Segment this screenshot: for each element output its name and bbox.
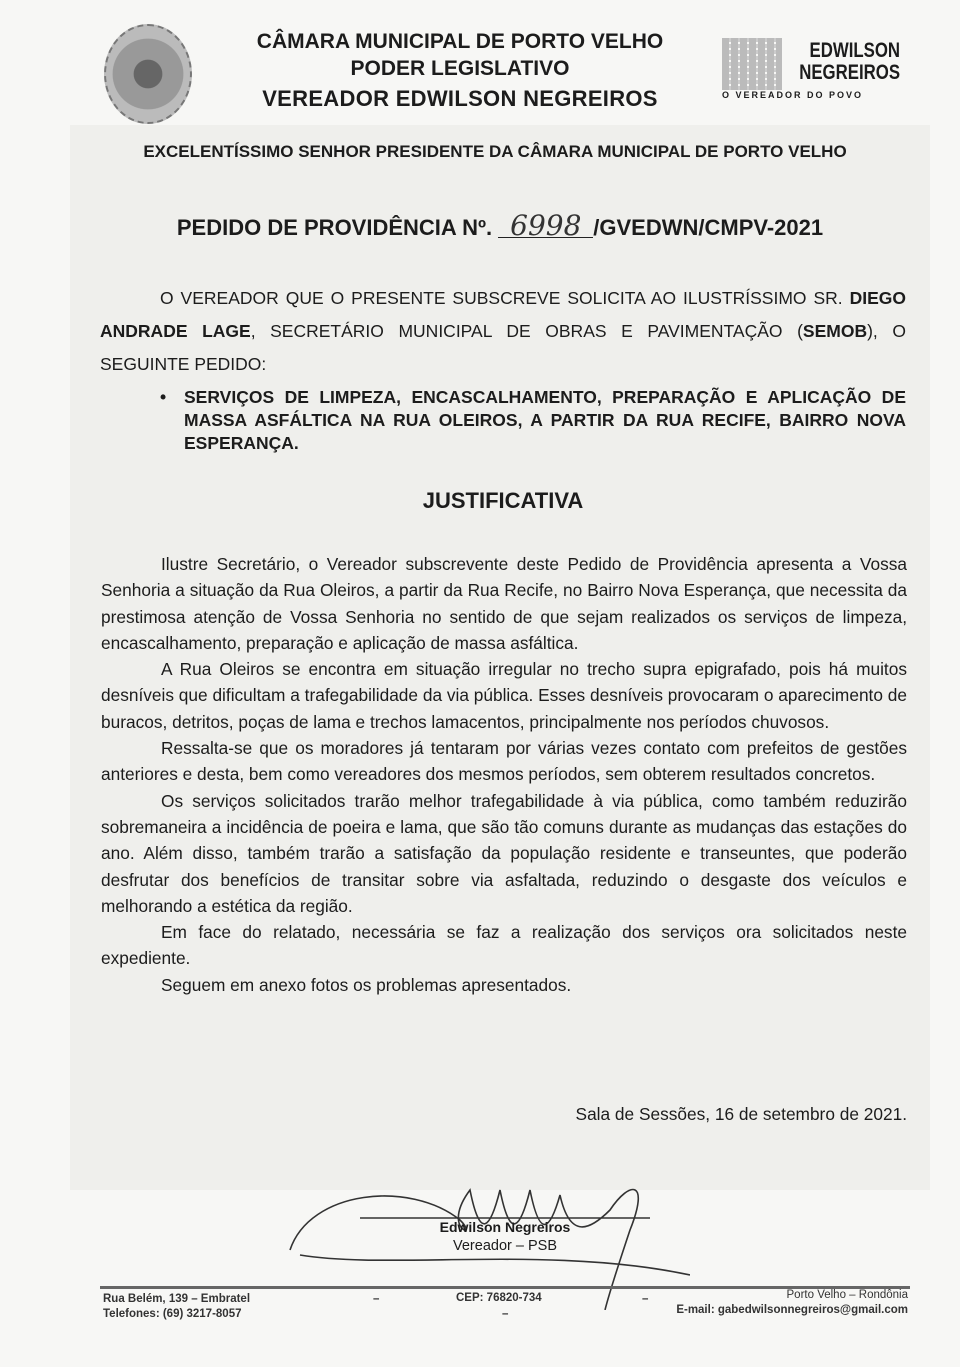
footer-separator: – [642,1293,649,1305]
justification-heading: JUSTIFICATIVA [422,488,584,513]
brand-bars-graphic [722,38,782,90]
date-line: Sala de Sessões, 16 de setembro de 2021. [575,1104,907,1124]
header-institution: CÂMARA MUNICIPAL DE PORTO VELHO [256,30,664,53]
header-councilman: VEREADOR EDWILSON NEGREIROS [262,86,658,111]
brand-slogan: O VEREADOR DO POVO [722,90,864,100]
footer-city: Porto Velho – Rondônia [786,1289,908,1301]
paragraph: Os serviços solicitados trarão melhor trafegabilidade à via pública, como também reduzirão sobremaneira a incidência de poeira e lama, que são tão comuns durante as mudanças das estações do ano. Além disso, também trarão a satisfação da população residente e transeuntes, que poderão desfrutar dos benefícios de transitar sobre via asfaltada, reduzindo o desgaste dos veículos e melhorando a estética da região. [101,790,907,916]
brand-logo [722,38,902,108]
paragraph: A Rua Oleiros se encontra em situação irregular no trecho supra epigrafado, pois há muitos desníveis que dificultam a trafegabilidade da via pública. Esses desníveis provocaram o aparecimento de buracos, detritos, poças de lama e trechos lamacentos, principalmente nos períodos chuvosos. [101,659,907,732]
addressee: EXCELENTÍSSIMO SENHOR PRESIDENTE DA CÂMARA MUNICIPAL DE PORTO VELHO [143,142,847,161]
signer-role: Vereador – PSB [453,1238,557,1254]
paragraph: Seguem em anexo fotos os problemas apresentados. [161,974,572,995]
municipal-seal-logo [104,24,192,124]
justification-body [101,551,907,998]
paragraph: Em face do relatado, necessária se faz a realização dos serviços ora solicitados neste expediente. [101,922,907,969]
footer-phone: Telefones: (69) 3217-8057 [103,1308,242,1320]
document-title: PEDIDO DE PROVIDÊNCIA Nº. 6998 /GVEDWN/CMPV-2021 [176,209,824,242]
handwritten-number: 6998 [498,215,593,238]
paragraph: Ilustre Secretário, o Vereador subscrevente deste Pedido de Providência apresenta a Vossa Senhoria a situação da Rua Oleiros, a partir da Rua Recife, no Bairro Nova Esperança, que necessita da prestimosa atenção de Vossa Senhoria no sentido de que sejam realizados os serviços de limpeza, encascalhamento, preparação e aplicação de massa asfáltica. [101,554,907,653]
brand-name: EDWILSON NEGREIROS [799,39,900,84]
footer-address: Rua Belém, 139 – Embratel [103,1293,251,1305]
footer-cep: CEP: 76820-734 [456,1292,542,1304]
paragraph: Ressalta-se que os moradores já tentaram por várias vezes contato com prefeitos de gestões anteriores e desta, bem como vereadores dos mesmos períodos, sem obterem resultados concretos. [101,738,907,785]
intro-paragraph: O VEREADOR QUE O PRESENTE SUBSCREVE SOLICITA AO ILUSTRÍSSIMO SR. DIEGO ANDRADE LAGE, SECRETÁRIO MUNICIPAL DE OBRAS E PAVIMENTAÇÃO (SEMOB), O SEGUINTE PEDIDO: [100,288,906,374]
footer-separator: – [502,1308,509,1320]
signer-name: Edwilson Negreiros [439,1219,571,1235]
request-item: • SERVIÇOS DE LIMPEZA, ENCASCALHAMENTO, PREPARAÇÃO E APLICAÇÃO DE MASSA ASFÁLTICA NA RUA OLEIROS, A PARTIR DA RUA RECIFE, BAIRRO NOVA ESPERANÇA. [160,386,906,455]
footer-separator: – [373,1293,380,1305]
footer-email: E-mail: gabedwilsonnegreiros@gmail.com [676,1304,908,1316]
header-branch: PODER LEGISLATIVO [350,57,570,80]
